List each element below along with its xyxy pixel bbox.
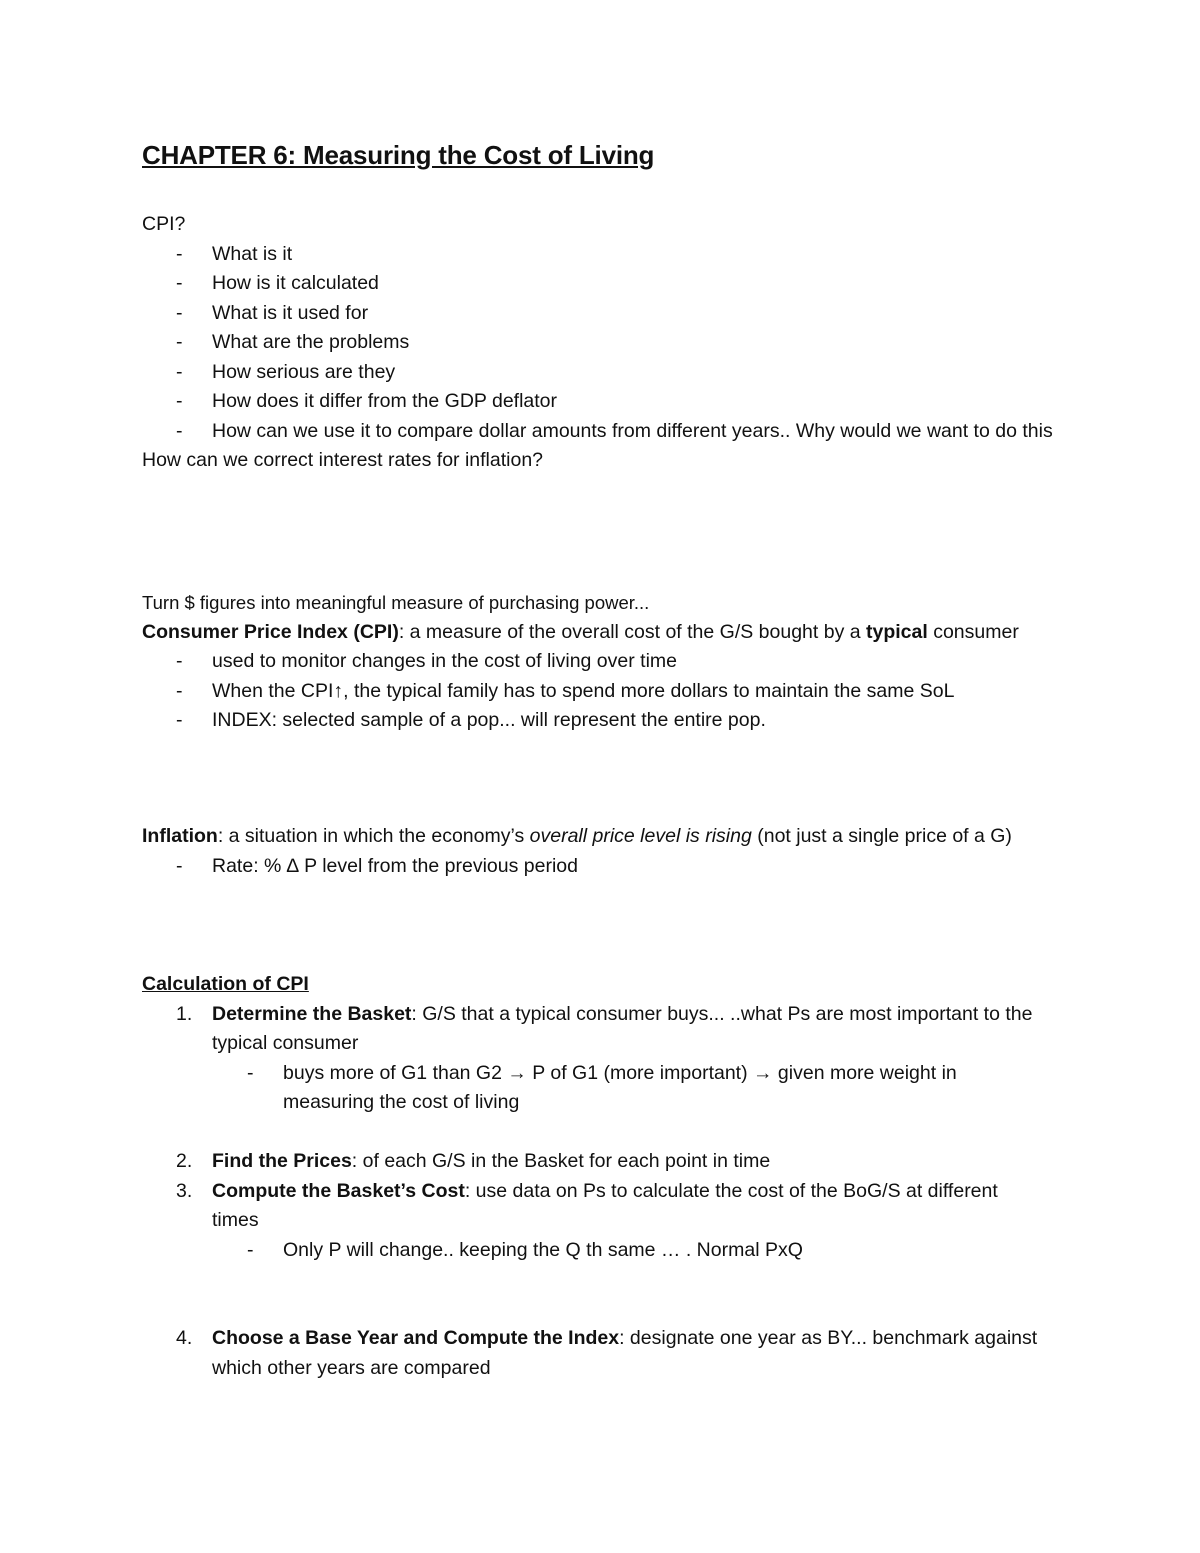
dash-marker: - (176, 360, 183, 383)
list-item (142, 387, 1072, 417)
dash-marker: - (176, 301, 183, 324)
definition-text: consumer (927, 620, 1019, 643)
step-item (142, 1147, 1072, 1177)
step-number: 3. (176, 1179, 193, 1202)
cpi-definition-section (142, 588, 1072, 736)
list-item-text: How does it differ from the GDP deflator (212, 390, 558, 412)
step-term: Determine the Basket (212, 1002, 412, 1025)
term-cpi: Consumer Price Index (CPI) (142, 620, 399, 643)
definition-text: : a measure of the overall cost of the G/S bought by a (398, 620, 867, 643)
list-item-text: used to monitor changes in the cost of living over time (212, 650, 677, 672)
list-item (142, 706, 1072, 736)
dash-marker: - (247, 1238, 254, 1261)
cpi-questions-section (142, 210, 1072, 476)
definition-emphasis: typical (866, 620, 928, 643)
inflation-definition (142, 822, 1067, 852)
list-item-text: What is it used for (212, 301, 369, 324)
list-item-text: How can we use it to compare dollar amounts from different years.. Why would we want to do this (212, 419, 1053, 442)
dash-marker: - (176, 272, 183, 294)
dash-marker: - (176, 854, 183, 877)
dash-marker: - (247, 1061, 254, 1084)
step-text: : G/S that a typical consumer buys... ..what Ps are most important to the typical consumer (212, 1002, 1033, 1054)
list-item-text: Only P will change.. keeping the Q th same … . Normal PxQ (283, 1238, 803, 1261)
definition-text: (not just a single price of a G) (751, 825, 1012, 847)
step-term: Compute the Basket’s Cost (212, 1179, 465, 1202)
list-item-text: Rate: % ∆ P level from the previous period (212, 854, 578, 877)
step-text: : of each G/S in the Basket for each point in time (351, 1150, 771, 1172)
step-text: : use data on Ps to calculate the cost of the BoG/S at different times (212, 1179, 998, 1231)
dash-marker: - (176, 242, 183, 265)
list-item (142, 328, 1072, 358)
step-item (142, 1000, 1064, 1059)
list-item (142, 677, 1072, 707)
list-item (142, 299, 1072, 329)
step-item (142, 1324, 1064, 1383)
lead-text: Turn $ figures into meaningful measure of purchasing power... (142, 592, 650, 613)
list-item (142, 269, 1072, 299)
term-inflation: Inflation (142, 825, 218, 847)
list-item (142, 1236, 1072, 1266)
step-item (142, 1177, 1002, 1236)
step-number: 4. (176, 1327, 193, 1349)
dash-marker: - (176, 679, 183, 702)
dash-marker: - (176, 390, 183, 412)
list-item (142, 358, 1072, 388)
step-number: 1. (176, 1002, 193, 1025)
dash-marker: - (176, 331, 183, 353)
definition-text: : a situation in which the economy’s (217, 825, 530, 847)
list-item (142, 852, 1072, 882)
list-item (142, 647, 1072, 677)
list-item-text: What are the problems (212, 331, 410, 353)
closing-question: How can we correct interest rates for inflation? (142, 449, 544, 471)
dash-marker: - (176, 650, 183, 672)
list-item (142, 1059, 1043, 1118)
dash-marker: - (176, 419, 183, 442)
calculation-section (142, 970, 1072, 1383)
list-item-text: How is it calculated (212, 272, 379, 294)
cpi-heading: CPI? (142, 213, 186, 235)
step-number: 2. (176, 1150, 193, 1172)
list-item-text: How serious are they (212, 360, 396, 383)
section-heading: Calculation of CPI (142, 973, 309, 995)
list-item (142, 417, 1064, 447)
step-term: Choose a Base Year and Compute the Index (212, 1327, 620, 1349)
list-item-text: When the CPI↑, the typical family has to spend more dollars to maintain the same SoL (212, 679, 955, 702)
definition-emphasis: overall price level is rising (529, 825, 752, 847)
page-title: CHAPTER 6: Measuring the Cost of Living (142, 140, 655, 170)
list-item-text: INDEX: selected sample of a pop... will represent the entire pop. (212, 709, 766, 731)
dash-marker: - (176, 709, 183, 731)
step-text: : designate one year as BY... benchmark against which other years are compared (212, 1327, 1038, 1379)
inflation-section (142, 822, 1072, 881)
list-item (142, 240, 1072, 270)
list-item-text: buys more of G1 than G2 → P of G1 (more important) → given more weight in measuring the cost of living (283, 1061, 957, 1113)
cpi-definition (142, 618, 1042, 648)
step-term: Find the Prices (212, 1150, 352, 1172)
list-item-text: What is it (212, 242, 293, 265)
